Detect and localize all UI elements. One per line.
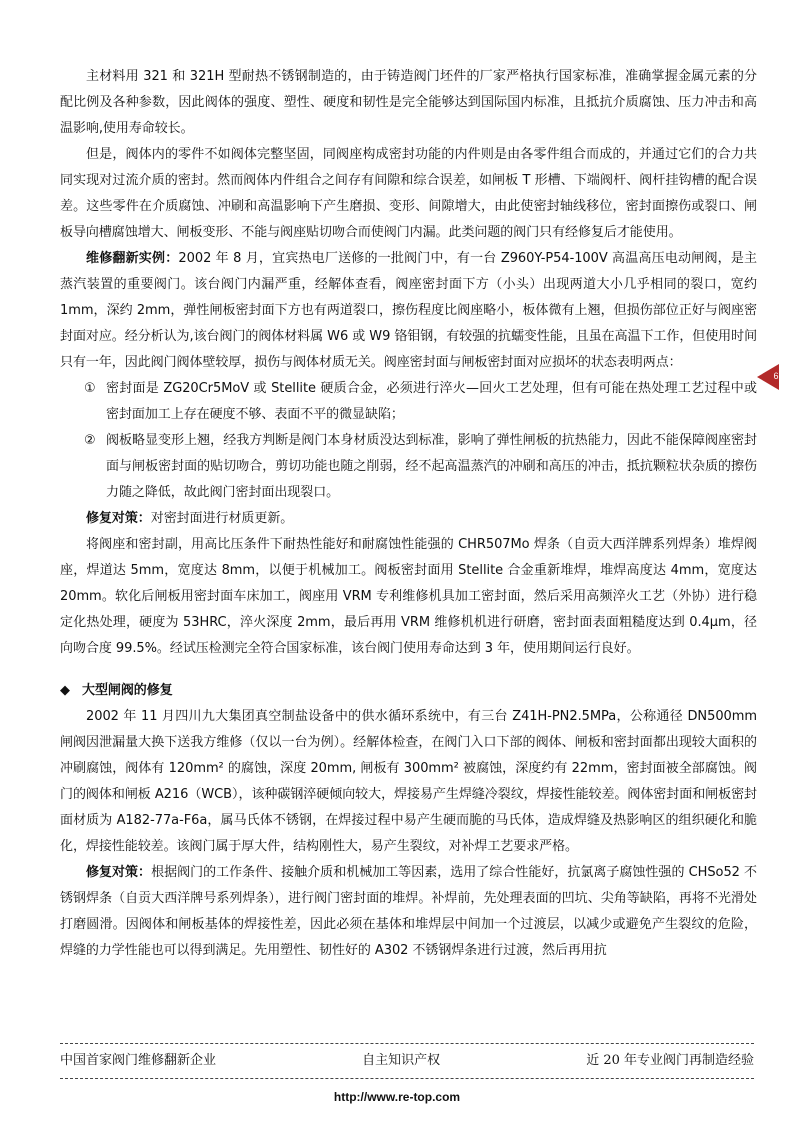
footer-top-rule [60,1043,754,1044]
document-body [60,64,757,964]
section-title-text: 大型闸阀的修复 [82,683,173,698]
list-item-1 [60,376,757,428]
page-number: 6 [773,371,779,381]
paragraph-material: 主材料用 321 和 321H 型耐热不锈钢制造的，由于铸造阀门坯件的厂家严格执行国家标准，准确掌握金属元素的分配比例及各种参数，因此阀体的强度、塑性、硬度和韧性是完全能够达到国际国内标准，且抵抗介质腐蚀、压力冲击和高温影响,使用寿命较长。 [60,69,757,136]
section-spacer [60,662,757,678]
footer-bottom-rule [60,1078,754,1079]
repair-example-text: 2002 年 8 月，宜宾热电厂送修的一批阀门中，有一台 Z960Y-P54-100V 高温高压电动闸阀，是主蒸汽装置的重要阀门。该台阀门内漏严重，经解体查看，阀座密封面下方（小头）出现两道大小几乎相同的裂口，宽约 1mm，深约 2mm，弹性闸板密封面下方也有两道裂口，擦伤程度比阀座略小，板体微有上翘，但损伤部位正好与阀座密封面对应。经分析认为,该台阀门的阀体材料属 W6 或 W9 铬钼钢，有较强的抗蠕变性能，且虽在高温下工作，但使用时间只有一年，因此阀门阀体壁较厚，损伤与阀体材质无关。阀座密封面与闸板密封面对应损坏的状态表明两点： [60,251,758,370]
footer-right-text: 近 20 年专业阀门再制造经验 [586,1053,754,1068]
repair-example-label: 维修翻新实例： [86,251,179,266]
countermeasure-text-1: 对密封面进行材质更新。 [150,511,294,526]
paragraph-gate-valve-case: 2002 年 11 月四川九大集团真空制盐设备中的供水循环系统中，有三台 Z41H-PN2.5MPa，公称通径 DN500mm 闸阀因泄漏量大换下送我方维修（仅以一台为例）。经解体检查，在阀门入口下部的阀体、闸板和密封面都出现较大面积的冲刷腐蚀，阀体有 120mm² 的腐蚀，深度 20mm, 闸板有 300mm² 被腐蚀，深度约有 22mm，密封面被全部腐蚀。阀门的阀体和闸板 A216（WCB），该种碳钢淬硬倾向较大，焊接易产生焊缝冷裂纹，焊接性能较差。阀体密封面和闸板密封面材质为 A182-77a-F6a，属马氏体不锈钢，在焊接过程中易产生硬而脆的马氏体，造成焊缝及热影响区的组织硬化和脆化，焊接性能较差。该阀门属于厚大件，结构刚性大，易产生裂纹，对补焊工艺要求严格。 [60,709,757,854]
paragraph-countermeasure-2 [60,860,757,964]
list-text-2: 阀板略显变形上翘，经我方判断是阀门本身材质没达到标准，影响了弹性闸板的抗热能力，因此不能保障阀座密封面与闸板密封面的贴切吻合，剪切功能也随之削弱，经不起高温蒸汽的冲刷和高压的冲击，抵抗颗粒状杂质的擦伤力随之降低，故此阀门密封面出现裂口。 [106,433,757,500]
countermeasure-label-2: 修复对策： [86,865,152,880]
list-text-1: 密封面是 ZG20Cr5MoV 或 Stellite 硬质合金，必须进行淬火—回火工艺处理，但有可能在热处理工艺过程中或密封面加工上存在硬度不够、表面不平的微显缺陷； [106,381,757,422]
section-title [60,678,757,704]
list-number-1: ① [84,381,96,396]
paragraph-welding-process: 将阀座和密封副，用高比压条件下耐热性能好和耐腐蚀性能强的 CHR507Mo 焊条（自贡大西洋牌系列焊条）堆焊阀座，焊道达 5mm，宽度达 8mm，以便于机械加工。阀板密封面用 Stellite 合金重新堆焊，堆焊高度达 4mm，宽度达 20mm。软化后闸板用密封面车床加工，阀座用 VRM 专利维修机具加工密封面，然后采用高频淬火工艺（外协）进行稳定化热处理，硬度为 53HRC，淬火深度 2mm，最后再用 VRM 维修机机进行研磨，密封面表面粗糙度达到 0.4μm，径向吻合度 99.5%。经试压检测完全符合国家标准，该台阀门使用寿命达到 3 年，使用期间运行良好。 [60,537,757,656]
list-item-2 [60,428,757,506]
paragraph-internal-parts: 但是，阀体内的零件不如阀体完整坚固，同阀座构成密封功能的内件则是由各零件组合而成的，并通过它们的合力共同实现对过流介质的密封。然而阀体内件组合之间存有间隙和综合误差，如闸板 T 形槽、下端阀杆、阀杆挂钩槽的配合误差。这些零件在介质腐蚀、冲刷和高温影响下产生磨损、变形、间隙增大，由此使密封轴线移位，密封面擦伤或裂口、闸板导向槽腐蚀增大、闸板变形、不能与阀座贴切吻合而使阀门内漏。此类问题的阀门只有经修复后才能使用。 [60,147,757,240]
paragraph-repair-example [60,246,757,376]
footer-url-link[interactable]: http://www.re-top.com [333,1090,461,1104]
diamond-bullet-icon: ◆ [60,683,70,698]
footer [60,1052,754,1070]
footer-left-text: 中国首家阀门维修翻新企业 [60,1053,217,1068]
paragraph-countermeasure-1 [60,506,757,532]
footer-center-text: 自主知识产权 [362,1053,441,1068]
list-number-2: ② [84,433,96,448]
countermeasure-label-1: 修复对策： [86,511,151,526]
countermeasure-text-2: 根据阀门的工作条件、接触介质和机械加工等因素，选用了综合性能好，抗氯离子腐蚀性强的 CHSo52 不锈钢焊条（自贡大西洋牌号系列焊条），进行阀门密封面的堆焊。补焊前，先处理表面的凹坑、尖角等缺陷，再将不光滑处打磨圆滑。因阀体和闸板基体的焊接性差，因此必须在基体和堆焊层中间加一个过渡层，以减少或避免产生裂纹的危险，焊缝的力学性能也可以得到满足。先用塑性、韧性好的 A302 不锈钢焊条进行过渡，然后再用抗 [60,865,757,958]
